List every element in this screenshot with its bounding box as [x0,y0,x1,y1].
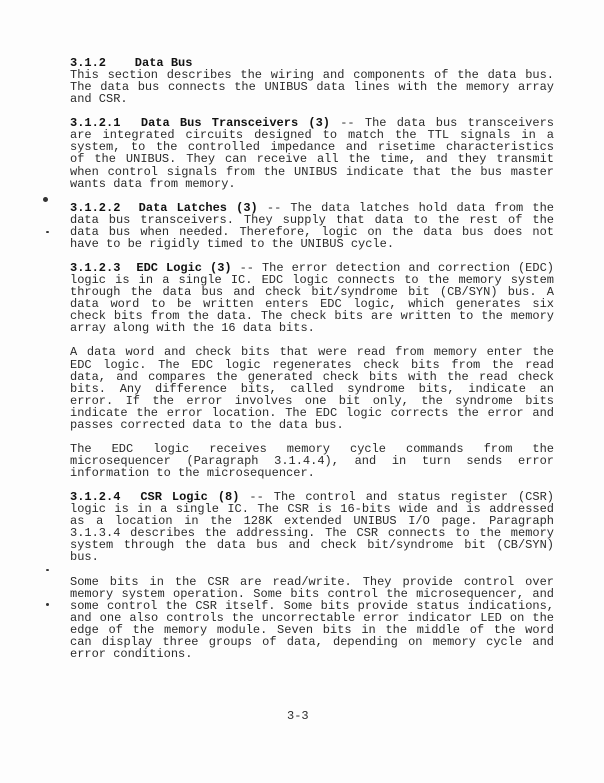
text-line: The data bus connects the UNIBUS data lines with the memory array [70,80,554,95]
section-heading: 3.1.2.2 Data Latches (3) [70,200,258,215]
scan-speck-mark [43,197,48,202]
text-line: system through the data bus and check bit/syndrome bit (CB/SYN) [70,538,554,553]
section-paragraph [70,202,554,250]
text-line: logic is in a single IC. The CSR is 16-bits wide and is addressed [70,502,554,517]
text-run: -- The data bus transceivers [330,116,554,131]
text-line: data word to be written enters EDC logic, which generates six [70,297,554,312]
text-line: passes corrected data to the data bus. [70,417,344,432]
text-line: indicate the error location. The EDC logic corrects the error and [70,405,554,420]
text-line: error. If the error involves one bit only, the syndrome bits [70,393,554,408]
page-number: 3-3 [287,709,309,723]
text-line: can display three groups of data, depending on memory cycle and [70,634,554,649]
body-text [70,57,554,660]
text-line: logic is in a single IC. EDC logic connects to the memory system [70,273,554,288]
text-line: The EDC logic receives memory cycle commands from the [70,441,554,456]
text-line: wants data from memory. [70,176,236,191]
text-line: microsequencer (Paragraph 3.1.4.4), and in turn sends error [70,453,554,468]
text-line: and CSR. [70,92,128,107]
text-line: A data word and check bits that were read from memory enter the [70,345,554,360]
section-paragraph [70,117,554,189]
section-paragraph [70,57,554,105]
text-line: memory system operation. Some bits control the microsequencer, and [70,586,554,601]
text-run: -- The data latches hold data from the [257,200,554,215]
text-line: 3.1.3.4 describes the addressing. The CSR connects to the memory [70,526,554,541]
text-line: This section describes the wiring and components of the data bus. [70,68,554,83]
text-line: Some bits in the CSR are read/write. They provide control over [70,574,554,589]
text-run: -- The error detection and correction (EDC) [231,261,554,276]
text-line: EDC logic. The EDC logic regenerates check bits from the read [70,357,554,372]
text-line: system, to the controlled impedance and risetime characteristics [70,140,554,155]
scan-speck-mark [46,569,49,571]
text-line: data, and compares the generated check bits with the read check [70,369,554,384]
text-line: bus. [70,550,99,565]
scan-speck-mark [46,231,49,233]
text-line: when control signals from the UNIBUS indicate that the bus master [70,164,554,179]
paragraph-spacer [70,564,554,576]
text-line: are integrated circuits designed to match the TTL signals in a [70,128,554,143]
text-line: as a location in the 128K extended UNIBUS I/O page. Paragraph [70,514,554,529]
paragraph [70,443,554,479]
text-line: and one also controls the uncorrectable error indicator LED on the [70,610,554,625]
text-line: information to the microsequencer. [70,466,315,481]
section-paragraph [70,491,554,563]
paragraph [70,346,554,430]
section-paragraph [70,262,554,334]
text-line: data bus transceivers. They supply that data to the rest of the [70,212,554,227]
text-line [70,202,554,214]
text-line: some control the CSR itself. Some bits provide status indications, [70,598,554,613]
text-line: error conditions. [70,646,193,661]
text-line: of the UNIBUS. They can receive all the time, and they transmit [70,152,554,167]
text-line: through the data bus and check bit/syndrome bit (CB/SYN) bus. A [70,285,554,300]
text-line: array along with the 16 data bits. [70,321,315,336]
section-heading: 3.1.2.3 EDC Logic (3) [70,261,232,276]
text-line: data bus when needed. Therefore, logic on the data bus does not [70,224,554,239]
text-line: edge of the memory module. Seven bits in the middle of the word [70,622,554,637]
section-heading: 3.1.2 Data Bus [70,56,193,70]
text-line: bits. Any difference bits, called syndrome bits, indicate an [70,381,554,396]
text-line: check bits from the data. The check bits are written to the memory [70,309,554,324]
scan-speck-mark [46,603,49,606]
text-line: have to be rigidly timed to the UNIBUS cycle. [70,236,395,251]
section-heading: 3.1.2.1 Data Bus Transceivers (3) [70,116,330,131]
text-run: -- The control and status register (CSR) [239,490,554,505]
section-heading: 3.1.2.4 CSR Logic (8) [70,490,240,505]
paragraph [70,576,554,660]
